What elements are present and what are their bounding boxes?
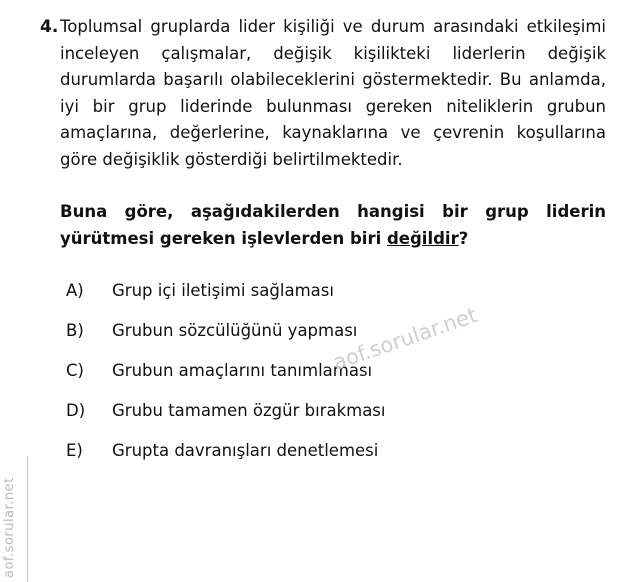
- list-item[interactable]: [66, 358, 606, 384]
- prompt-negation: değildir: [386, 228, 459, 248]
- diagonal-watermark: aof.sorular.net: [330, 302, 481, 375]
- option-letter: C): [66, 361, 84, 380]
- question-prompt: [60, 199, 606, 252]
- side-divider: [27, 456, 28, 582]
- option-text: Grup içi iletişimi sağlaması: [112, 281, 334, 300]
- question-row: [22, 14, 614, 478]
- prompt-part-1: Buna göre, aşağıdakilerden hangisi bir grup liderin yürütmesi gereken işlevlerden biri: [60, 202, 606, 248]
- list-item[interactable]: [66, 278, 606, 304]
- list-item[interactable]: [66, 438, 606, 464]
- option-text: Grubun sözcülüğünü yapması: [112, 321, 358, 340]
- option-letter: B): [66, 321, 84, 340]
- side-watermark: aof.sorular.net: [2, 477, 17, 578]
- option-text: Grubun amaçlarını tanımlaması: [112, 361, 373, 380]
- prompt-part-2: ?: [458, 228, 469, 248]
- answer-options: [60, 278, 606, 464]
- question-body: [60, 14, 614, 478]
- option-text: Grubu tamamen özgür bırakması: [112, 401, 386, 420]
- question-number: 4.: [40, 17, 59, 37]
- list-item[interactable]: [66, 318, 606, 344]
- option-letter: A): [66, 281, 84, 300]
- list-item[interactable]: [66, 398, 606, 424]
- option-letter: E): [66, 441, 83, 460]
- option-text: Grupta davranışları denetlemesi: [112, 441, 379, 460]
- option-letter: D): [66, 401, 86, 420]
- question-passage: Toplumsal gruplarda lider kişiliği ve durum arasındaki etkileşimi inceleyen çalışmalar, değişik kişilikteki liderlerin değişik durumlarda başarılı olabileceklerini göstermektedir. Bu anlamda, iyi bir grup liderinde bulunması gereken niteliklerin grubun amaçlarına, değerlerine, kaynaklarına ve çevrenin koşullarına göre değişiklik gösterdiği belirtilmektedir.: [60, 17, 606, 169]
